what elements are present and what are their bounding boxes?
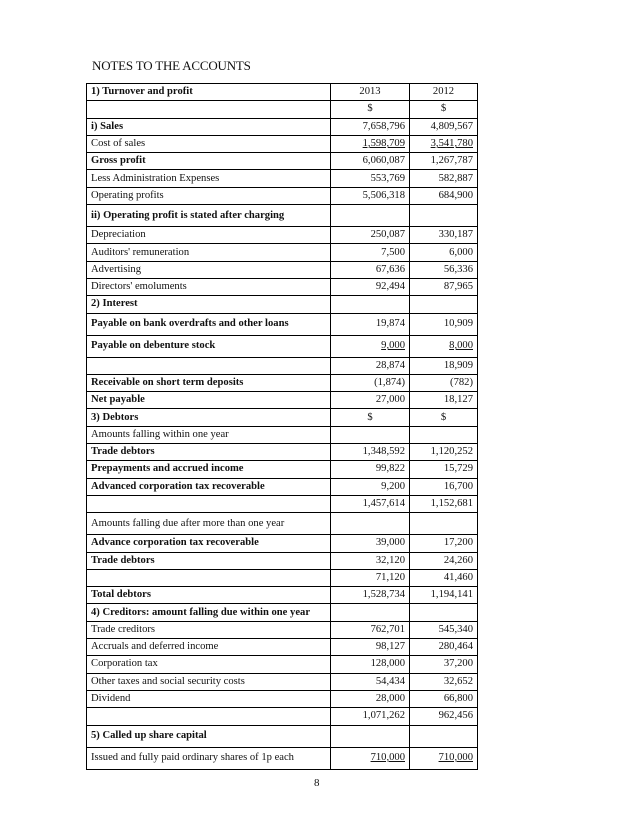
value-2012-text: 18,909 (443, 359, 473, 371)
table-row (87, 227, 478, 244)
table-row (87, 604, 478, 621)
row-label: 2) Interest (87, 296, 331, 313)
value-2013-text: 1,457,614 (362, 498, 405, 510)
value-2013-text: 1,598,709 (362, 138, 405, 150)
table-row (87, 135, 478, 152)
row-label (87, 569, 331, 586)
value-2012-text: 15,729 (443, 463, 473, 475)
value-2013 (331, 747, 410, 769)
value-2012 (410, 227, 478, 244)
value-2013-text: 250,087 (370, 229, 405, 241)
value-2013-text: 39,000 (375, 537, 405, 549)
value-2012-text: 3,541,780 (430, 138, 473, 150)
value-2013 (331, 535, 410, 552)
value-2012 (410, 535, 478, 552)
value-2012 (410, 621, 478, 638)
value-2013-text: 7,658,796 (362, 120, 405, 132)
table-row (87, 409, 478, 426)
value-2012 (410, 261, 478, 278)
row-label: Less Administration Expenses (87, 170, 331, 187)
page-number: 8 (314, 777, 320, 789)
value-2013 (331, 374, 410, 391)
row-label: Advertising (87, 261, 331, 278)
value-2012 (410, 374, 478, 391)
value-2013-text: 7,500 (381, 246, 405, 258)
value-2012 (410, 296, 478, 313)
row-label: 1) Turnover and profit (87, 84, 331, 101)
value-2013 (331, 335, 410, 357)
value-2012 (410, 278, 478, 295)
table-row (87, 478, 478, 495)
value-2012-text: 2012 (432, 86, 455, 98)
value-2012-text: 6,000 (449, 246, 473, 258)
value-2013-text: 98,127 (375, 641, 405, 653)
value-2013 (331, 153, 410, 170)
value-2012 (410, 313, 478, 335)
table-row (87, 296, 478, 313)
value-2013 (331, 639, 410, 656)
value-2012 (410, 639, 478, 656)
value-2012 (410, 205, 478, 227)
table-row (87, 656, 478, 673)
row-label: Gross profit (87, 153, 331, 170)
value-2013 (331, 513, 410, 535)
value-2012-text: $ (440, 103, 447, 115)
value-2012 (410, 587, 478, 604)
row-label: Other taxes and social security costs (87, 673, 331, 690)
table-row (87, 569, 478, 586)
value-2012-text: 10,909 (443, 318, 473, 330)
value-2012-text: 37,200 (443, 658, 473, 670)
value-2013-text: 92,494 (375, 281, 405, 293)
value-2012-text: 545,340 (438, 623, 473, 635)
value-2013-text: 99,822 (375, 463, 405, 475)
row-label: Net payable (87, 392, 331, 409)
table-row (87, 187, 478, 204)
table-row (87, 153, 478, 170)
value-2012-text: 330,187 (438, 229, 473, 241)
value-2013 (331, 478, 410, 495)
value-2012-text: $ (440, 411, 447, 423)
table-row (87, 690, 478, 707)
row-label: Corporation tax (87, 656, 331, 673)
value-2012-text: 280,464 (438, 641, 473, 653)
value-2013 (331, 409, 410, 426)
value-2012-text: 1,267,787 (430, 155, 473, 167)
value-2013 (331, 261, 410, 278)
value-2013-text: 762,701 (370, 623, 405, 635)
value-2012 (410, 552, 478, 569)
value-2012 (410, 426, 478, 443)
value-2013-text: 67,636 (375, 263, 405, 275)
value-2013 (331, 84, 410, 101)
value-2012-text: 24,260 (443, 554, 473, 566)
table-row (87, 747, 478, 769)
value-2012 (410, 690, 478, 707)
value-2013 (331, 690, 410, 707)
value-2012 (410, 461, 478, 478)
table-row (87, 84, 478, 101)
table-row (87, 392, 478, 409)
value-2012 (410, 604, 478, 621)
value-2012-text: 32,652 (443, 675, 473, 687)
value-2013 (331, 357, 410, 374)
row-label: Issued and fully paid ordinary shares of 1p each (87, 747, 331, 769)
value-2013 (331, 296, 410, 313)
value-2012-text: 66,800 (443, 693, 473, 705)
value-2012 (410, 495, 478, 512)
value-2012 (410, 118, 478, 135)
value-2012 (410, 187, 478, 204)
table-row (87, 587, 478, 604)
row-label: Total debtors (87, 587, 331, 604)
value-2013 (331, 244, 410, 261)
row-label (87, 708, 331, 725)
row-label: Dividend (87, 690, 331, 707)
value-2012-text: 1,194,141 (430, 589, 473, 601)
value-2013 (331, 621, 410, 638)
table-row (87, 335, 478, 357)
value-2012-text: 582,887 (438, 172, 473, 184)
value-2013-text: 128,000 (370, 658, 405, 670)
value-2013 (331, 495, 410, 512)
table-row (87, 495, 478, 512)
notes-table (86, 83, 478, 770)
value-2013 (331, 187, 410, 204)
value-2012 (410, 747, 478, 769)
value-2013-text: (1,874) (374, 377, 405, 388)
row-label: Depreciation (87, 227, 331, 244)
value-2012 (410, 513, 478, 535)
value-2013 (331, 725, 410, 747)
value-2013 (331, 278, 410, 295)
table-row (87, 535, 478, 552)
value-2012 (410, 244, 478, 261)
value-2012 (410, 569, 478, 586)
value-2012-text: 41,460 (443, 571, 473, 583)
value-2012 (410, 478, 478, 495)
value-2013-text: $ (367, 411, 373, 423)
row-label: Receivable on short term deposits (87, 374, 331, 391)
table-row (87, 170, 478, 187)
value-2013 (331, 461, 410, 478)
value-2013-text: 19,874 (375, 318, 405, 330)
row-label: Trade debtors (87, 552, 331, 569)
value-2013-text: 32,120 (375, 554, 405, 566)
row-label: Trade debtors (87, 444, 331, 461)
value-2013 (331, 587, 410, 604)
value-2013-text: 27,000 (375, 394, 405, 406)
value-2012 (410, 170, 478, 187)
value-2013 (331, 673, 410, 690)
row-label: Cost of sales (87, 135, 331, 152)
row-label: Amounts falling within one year (87, 426, 331, 443)
row-label (87, 495, 331, 512)
value-2012 (410, 409, 478, 426)
value-2013 (331, 205, 410, 227)
row-label: Accruals and deferred income (87, 639, 331, 656)
row-label: ii) Operating profit is stated after charging (87, 205, 331, 227)
value-2012 (410, 656, 478, 673)
row-label: Operating profits (87, 187, 331, 204)
row-label: Trade creditors (87, 621, 331, 638)
row-label: Payable on debenture stock (87, 335, 331, 357)
value-2013 (331, 444, 410, 461)
value-2013-text: 1,348,592 (362, 446, 405, 458)
value-2012 (410, 153, 478, 170)
row-label: i) Sales (87, 118, 331, 135)
value-2013-text: 1,071,262 (362, 710, 405, 722)
row-label: Prepayments and accrued income (87, 461, 331, 478)
value-2013 (331, 170, 410, 187)
value-2012-text: 8,000 (449, 340, 473, 352)
value-2013 (331, 313, 410, 335)
value-2013-text: $ (367, 103, 373, 115)
table-row (87, 101, 478, 118)
value-2012-text: 17,200 (443, 537, 473, 549)
value-2013 (331, 135, 410, 152)
value-2012 (410, 673, 478, 690)
value-2013-text: 6,060,087 (362, 155, 405, 167)
row-label: Payable on bank overdrafts and other loans (87, 313, 331, 335)
value-2012-text: 1,120,252 (430, 446, 473, 458)
value-2012 (410, 444, 478, 461)
table-row (87, 244, 478, 261)
row-label (87, 357, 331, 374)
table-row (87, 725, 478, 747)
value-2012-text: 684,900 (438, 189, 473, 201)
value-2013 (331, 708, 410, 725)
table-row (87, 444, 478, 461)
table-row (87, 426, 478, 443)
table-row (87, 313, 478, 335)
value-2012-text: 1,152,681 (430, 498, 473, 510)
row-label: 4) Creditors: amount falling due within one year (87, 604, 331, 621)
value-2013 (331, 569, 410, 586)
row-label: Auditors' remuneration (87, 244, 331, 261)
value-2012-text: 962,456 (438, 710, 473, 722)
row-label: Advance corporation tax recoverable (87, 535, 331, 552)
row-label: 5) Called up share capital (87, 725, 331, 747)
table-row (87, 621, 478, 638)
value-2013-text: 54,434 (375, 675, 405, 687)
value-2013 (331, 604, 410, 621)
value-2012 (410, 101, 478, 118)
value-2012 (410, 335, 478, 357)
value-2013 (331, 552, 410, 569)
value-2013-text: 2013 (359, 86, 381, 98)
value-2012 (410, 84, 478, 101)
table-row (87, 205, 478, 227)
row-label: 3) Debtors (87, 409, 331, 426)
value-2013-text: 9,000 (381, 340, 405, 352)
value-2013 (331, 656, 410, 673)
table-row (87, 374, 478, 391)
table-row (87, 461, 478, 478)
table-row (87, 552, 478, 569)
row-label: Amounts falling due after more than one year (87, 513, 331, 535)
value-2012-text: 4,809,567 (430, 120, 473, 132)
value-2013-text: 9,200 (381, 480, 405, 492)
value-2013-text: 553,769 (370, 172, 405, 184)
value-2013-text: 5,506,318 (362, 189, 405, 201)
value-2012 (410, 135, 478, 152)
value-2013-text: 28,000 (375, 693, 405, 705)
row-label: Advanced corporation tax recoverable (87, 478, 331, 495)
table-row (87, 261, 478, 278)
value-2012-text: 710,000 (438, 752, 473, 763)
notes-table-body (87, 84, 478, 770)
value-2013 (331, 101, 410, 118)
value-2012 (410, 357, 478, 374)
value-2012 (410, 725, 478, 747)
table-row (87, 513, 478, 535)
table-row (87, 639, 478, 656)
page-title: NOTES TO THE ACCOUNTS (92, 58, 251, 73)
table-row (87, 708, 478, 725)
table-row (87, 673, 478, 690)
value-2013 (331, 118, 410, 135)
table-row (87, 278, 478, 295)
value-2012 (410, 708, 478, 725)
value-2013-text: 28,874 (375, 359, 405, 371)
value-2012-text: 87,965 (443, 281, 473, 293)
value-2013-text: 71,120 (375, 571, 405, 583)
value-2012-text: (782) (450, 377, 473, 388)
value-2013 (331, 392, 410, 409)
value-2012-text: 56,336 (443, 263, 473, 275)
table-row (87, 118, 478, 135)
value-2013-text: 710,000 (370, 752, 405, 763)
value-2013-text: 1,528,734 (362, 589, 405, 601)
table-row (87, 357, 478, 374)
row-label (87, 101, 331, 118)
value-2012-text: 16,700 (443, 480, 473, 492)
value-2012 (410, 392, 478, 409)
value-2013 (331, 227, 410, 244)
row-label: Directors' emoluments (87, 278, 331, 295)
value-2013 (331, 426, 410, 443)
value-2012-text: 18,127 (443, 394, 473, 406)
